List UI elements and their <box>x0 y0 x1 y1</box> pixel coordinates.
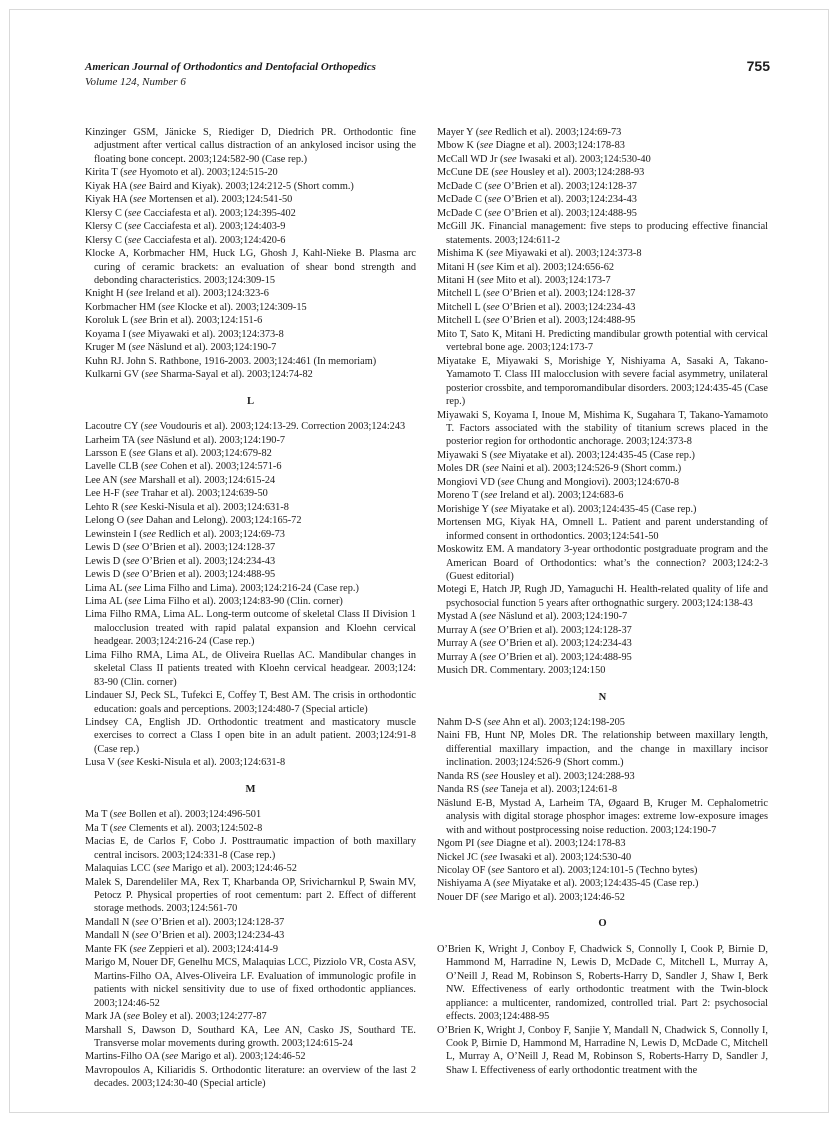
index-entry: McDade C (see O’Brien et al). 2003;124:488-95 <box>437 207 637 219</box>
index-entry: Macias E, de Carlos F, Cobo J. Posttraumatic impaction of both maxillary central incisors. 2003;124:331-8 (Case rep.) <box>85 836 416 861</box>
index-entry: Moskowitz EM. A mandatory 3-year orthodontic postgraduate program and the American Board of Orthodontics: what’s the connection? 2003;124:2-3 (Guest editorial) <box>437 544 768 582</box>
index-entry: McGill JK. Financial management: five steps to producing effective financial statements. 2003;124:611-2 <box>437 221 768 246</box>
index-entry: Malaquias LCC (see Marigo et al). 2003;124:46-52 <box>85 863 297 875</box>
index-entry: Korbmacher HM (see Klocke et al). 2003;124:309-15 <box>85 301 307 313</box>
index-entry: McDade C (see O’Brien et al). 2003;124:128-37 <box>437 180 637 192</box>
index-entry: Miyawaki S, Koyama I, Inoue M, Mishima K, Sugahara T, Takano-Yamamoto T. Factors associated with the stability of titanium screws placed in the posterior region for orthodontic anchorage. 2003;124:373-8 <box>437 409 768 448</box>
index-entry: Mandall N (see O’Brien et al). 2003;124:234-43 <box>85 930 285 942</box>
index-entry: Marigo M, Nouer DF, Genelhu MCS, Malaquias LCC, Pizziolo VR, Costa ASV, Martins-Filho OA, Alves-Oliveira LF. Evaluation of immunologic profile in patients with nickel sensitivity due to use of fixed orthodontic appliances. 2003;124:46-52 <box>85 957 416 1009</box>
index-entry: McCall WD Jr (see Iwasaki et al). 2003;124:530-40 <box>437 153 651 165</box>
index-entry: Knight H (see Ireland et al). 2003;124:323-6 <box>85 288 269 300</box>
index-entry: Klersy C (see Cacciafesta et al). 2003;124:395-402 <box>85 207 296 219</box>
index-entry: Ngom PI (see Diagne et al). 2003;124:178-83 <box>437 838 626 850</box>
index-entry: Murray A (see O’Brien et al). 2003;124:128-37 <box>437 624 632 636</box>
index-entry: Mongiovi VD (see Chung and Mongiovi). 2003;124:670-8 <box>437 476 680 488</box>
index-entry: Nahm D-S (see Ahn et al). 2003;124:198-205 <box>437 717 625 729</box>
index-entry: Lusa V (see Keski-Nisula et al). 2003;124:631-8 <box>85 757 286 769</box>
index-entry: Miyawaki S (see Miyatake et al). 2003;124:435-45 (Case rep.) <box>437 449 695 461</box>
index-entry: Martins-Filho OA (see Marigo et al). 2003;124:46-52 <box>85 1051 306 1063</box>
index-entry: Mavropoulos A, Kiliaridis S. Orthodontic literature: an overview of the last 2 decades. 2003;124:30-40 (Special article) <box>85 1064 416 1090</box>
index-entry: Lee AN (see Marshall et al). 2003;124:615-24 <box>85 474 276 486</box>
index-entry: Kuhn RJ. John S. Rathbone, 1916-2003. 2003;124:461 (In memoriam) <box>85 355 377 367</box>
index-entry: Murray A (see O’Brien et al). 2003;124:488-95 <box>437 651 632 663</box>
index-entry: Murray A (see O’Brien et al). 2003;124:234-43 <box>437 638 632 650</box>
index-entry: Klocke A, Korbmacher HM, Huck LG, Ghosh J, Kahl-Nieke B. Plasma arc curing of ceramic brackets: an evaluation of shear bond strength and debonding characteristics. 2003;124:309-15 <box>85 248 416 286</box>
index-entry: Lee H-F (see Trahar et al). 2003;124:639-50 <box>85 488 268 500</box>
index-entry: Koroluk L (see Brin et al). 2003;124:151-6 <box>85 315 263 327</box>
running-head <box>85 60 376 90</box>
index-entry: Koyama I (see Miyawaki et al). 2003;124:373-8 <box>85 328 284 340</box>
section-heading: L <box>246 395 255 407</box>
index-entry: Mitchell L (see O’Brien et al). 2003;124:234-43 <box>437 301 636 313</box>
index-entry: Moles DR (see Naini et al). 2003;124:526-9 (Short comm.) <box>437 463 682 475</box>
index-entry: Näslund E-B, Mystad A, Larheim TA, Øgaard B, Kruger M. Cephalometric analysis with digital storage phosphor images: extreme low-exposure images with and without postprocessing noise reduction. 2003;124:190-7 <box>437 797 768 836</box>
index-entry: Mitchell L (see O’Brien et al). 2003;124:488-95 <box>437 315 636 327</box>
index-entry: Kinzinger GSM, Jänicke S, Riediger D, Diedrich PR. Orthodontic fine adjustment after vertical callus distraction of an ankylosed incisor using the floating bone concept. 2003;124:582-90 (Case rep.) <box>85 127 416 165</box>
index-entry: McDade C (see O’Brien et al). 2003;124:234-43 <box>437 194 637 206</box>
index-entry: McCune DE (see Housley et al). 2003;124:288-93 <box>437 167 645 179</box>
index-entry: Naini FB, Hunt NP, Moles DR. The relationship between maxillary length, differential maxillary impaction, and the change in maxillary incisor inclination. 2003;124:526-9 (Short comm.) <box>437 730 768 769</box>
index-entry: Mishima K (see Miyawaki et al). 2003;124:373-8 <box>437 248 642 260</box>
index-entry: Lima Filho RMA, Lima AL, de Oliveira Ruellas AC. Mandibular changes in skeletal Class II patients treated with Kloehn cervical headgear. 2003;124: 83-90 (Clin. corner) <box>85 649 416 688</box>
index-entry: Mante FK (see Zeppieri et al). 2003;124:414-9 <box>85 943 279 955</box>
index-entry: Kiyak HA (see Mortensen et al). 2003;124:541-50 <box>85 194 293 206</box>
index-entry: Ma T (see Bollen et al). 2003;124:496-501 <box>85 809 262 821</box>
index-entry: Mayer Y (see Redlich et al). 2003;124:69-73 <box>437 127 622 138</box>
index-entry: Lewis D (see O’Brien et al). 2003;124:234-43 <box>85 555 276 567</box>
index-entry: Mitani H (see Mito et al). 2003;124:173-7 <box>437 274 611 286</box>
index-entry: Lima Filho RMA, Lima AL. Long-term outcome of skeletal Class II Division 1 malocclusion treated with rapid palatal expansion and Kloehn cervical headgear. 2003;124:216-24 (Case rep.) <box>85 609 416 648</box>
section-heading: M <box>245 783 256 795</box>
index-entry: Nickel JC (see Iwasaki et al). 2003;124:530-40 <box>437 851 632 863</box>
index-entry: Kulkarni GV (see Sharma-Sayal et al). 2003;124:74-82 <box>85 369 313 381</box>
index-entry: Marshall S, Dawson D, Southard KA, Lee AN, Casko JS, Southard TE. Transverse molar movements during growth. 2003;124:615-24 <box>85 1024 416 1049</box>
page-number: 755 <box>746 58 770 74</box>
index-entry: Lavelle CLB (see Cohen et al). 2003;124:571-6 <box>85 461 282 473</box>
journal-title: American Journal of Orthodontics and Dentofacial Orthopedics <box>85 61 376 73</box>
index-entry: O’Brien K, Wright J, Conboy F, Chadwick S, Connolly I, Cook P, Birnie D, Hammond M, Harradine N, Lewis D, McDade C, Mitchell L, Murray A, O’Neill J, Read M, Robinson S, Roberts-Harry D, Sandler J, Shaw I, Berk NW. Effectiveness of early orthodontic treatment with the Twin-block appliance: a multicenter, randomized, controlled trial. Part 2: psychosocial effects. 2003;124:488-95 <box>437 943 768 1023</box>
index-entry: Kirita T (see Hyomoto et al). 2003;124:515-20 <box>85 167 278 179</box>
index-entry: Lewis D (see O’Brien et al). 2003;124:128-37 <box>85 542 276 554</box>
index-entry: Mandall N (see O’Brien et al). 2003;124:128-37 <box>85 916 285 928</box>
index-entry: Motegi E, Hatch JP, Rugh JD, Yamaguchi H. Health-related quality of life and psychosocial function 5 years after orthognathic surgery. 2003;124:138-43 <box>437 584 768 609</box>
index-entry: Musich DR. Commentary. 2003;124:150 <box>437 665 606 677</box>
index-entry: Mitchell L (see O’Brien et al). 2003;124:128-37 <box>437 288 636 300</box>
index-entry: Lindauer SJ, Peck SL, Tufekci E, Coffey T, Best AM. The crisis in orthodontic education: goals and perceptions. 2003;124:480-7 (Special article) <box>85 690 416 715</box>
index-entry: Lelong O (see Dahan and Lelong). 2003;124:165-72 <box>85 515 302 527</box>
index-entry: Larsson E (see Glans et al). 2003;124:679-82 <box>85 447 272 459</box>
section-heading: O <box>598 918 607 930</box>
index-entry: Miyatake E, Miyawaki S, Morishige Y, Nishiyama A, Sasaki A, Takano-Yamamoto T. Class III malocclusion with severe facial asymmetry, unilateral posterior crossbite, and temporomandibular disorders. 2003;124:435-45 (Case rep.) <box>437 355 768 408</box>
index-entry: Nishiyama A (see Miyatake et al). 2003;124:435-45 (Case rep.) <box>437 878 699 890</box>
index-entry: Lewinstein I (see Redlich et al). 2003;124:69-73 <box>85 528 285 540</box>
index-entry: Lehto R (see Keski-Nisula et al). 2003;124:631-8 <box>85 501 289 513</box>
index-entry: Nanda RS (see Taneja et al). 2003;124:61-8 <box>437 784 618 796</box>
index-entry: Lindsey CA, English JD. Orthodontic treatment and masticatory muscle exercises to correct a Class I open bite in an adult patient. 2003;124:91-8 (Case rep.) <box>85 717 416 755</box>
index-entry: Morishige Y (see Miyatake et al). 2003;124:435-45 (Case rep.) <box>437 503 697 515</box>
index-entry: Mystad A (see Näslund et al). 2003;124:190-7 <box>437 611 628 623</box>
index-entry: Mbow K (see Diagne et al). 2003;124:178-83 <box>437 140 625 152</box>
index-entry: Kiyak HA (see Baird and Kiyak). 2003;124:212-5 (Short comm.) <box>85 180 354 192</box>
index-entry: Larheim TA (see Näslund et al). 2003;124:190-7 <box>85 434 286 446</box>
index-entry: Kruger M (see Näslund et al). 2003;124:190-7 <box>85 342 277 354</box>
section-heading: N <box>598 691 607 703</box>
index-entry: Lima AL (see Lima Filho and Lima). 2003;124:216-24 (Case rep.) <box>85 582 359 594</box>
index-entry: Klersy C (see Cacciafesta et al). 2003;124:420-6 <box>85 234 286 246</box>
index-entry: Lacoutre CY (see Voudouris et al). 2003;124:13-29. Correction 2003;124:243 <box>85 421 406 433</box>
left-column <box>85 126 416 1091</box>
index-entry: Malek S, Darendeliler MA, Rex T, Kharbanda OP, Srivicharnkul P, Swain MV, Petocz P. Physical properties of root cementum: part 2. Effect of different storage methods. 2003;124:561-70 <box>85 876 416 915</box>
index-entry: O’Brien K, Wright J, Conboy F, Sanjie Y, Mandall N, Chadwick S, Connolly I, Cook P, Birnie D, Hammond M, Harradine N, Lewis D, McDade C, Mitchell L, Murray A, O’Neill J, Read M, Robinson S, Roberts-Harry D, Sandler J, Shaw I. Effectiveness of early orthodontic treatment with the <box>437 1024 768 1076</box>
volume-number-line: Volume 124, Number 6 <box>85 76 186 88</box>
index-entry: Mortensen MG, Kiyak HA, Omnell L. Patient and parent understanding of informed consent in orthodontics. 2003;124:541-50 <box>437 517 768 542</box>
index-entry: Mark JA (see Boley et al). 2003;124:277-87 <box>85 1011 267 1023</box>
right-column <box>437 126 768 1091</box>
index-columns <box>85 126 768 1091</box>
index-entry: Lewis D (see O’Brien et al). 2003;124:488-95 <box>85 569 276 581</box>
index-entry: Mitani H (see Kim et al). 2003;124:656-62 <box>437 261 615 273</box>
index-entry: Lima AL (see Lima Filho et al). 2003;124:83-90 (Clin. corner) <box>85 595 343 607</box>
index-entry: Ma T (see Clements et al). 2003;124:502-8 <box>85 822 263 834</box>
index-entry: Nicolay OF (see Santoro et al). 2003;124:101-5 (Techno bytes) <box>437 865 698 877</box>
index-entry: Mito T, Sato K, Mitani H. Predicting mandibular growth potential with cervical vertebral bone age. 2003;124:173-7 <box>437 328 768 354</box>
index-entry: Nouer DF (see Marigo et al). 2003;124:46-52 <box>437 891 625 903</box>
index-entry: Klersy C (see Cacciafesta et al). 2003;124:403-9 <box>85 221 286 233</box>
index-entry: Nanda RS (see Housley et al). 2003;124:288-93 <box>437 770 635 782</box>
index-entry: Moreno T (see Ireland et al). 2003;124:683-6 <box>437 490 624 502</box>
